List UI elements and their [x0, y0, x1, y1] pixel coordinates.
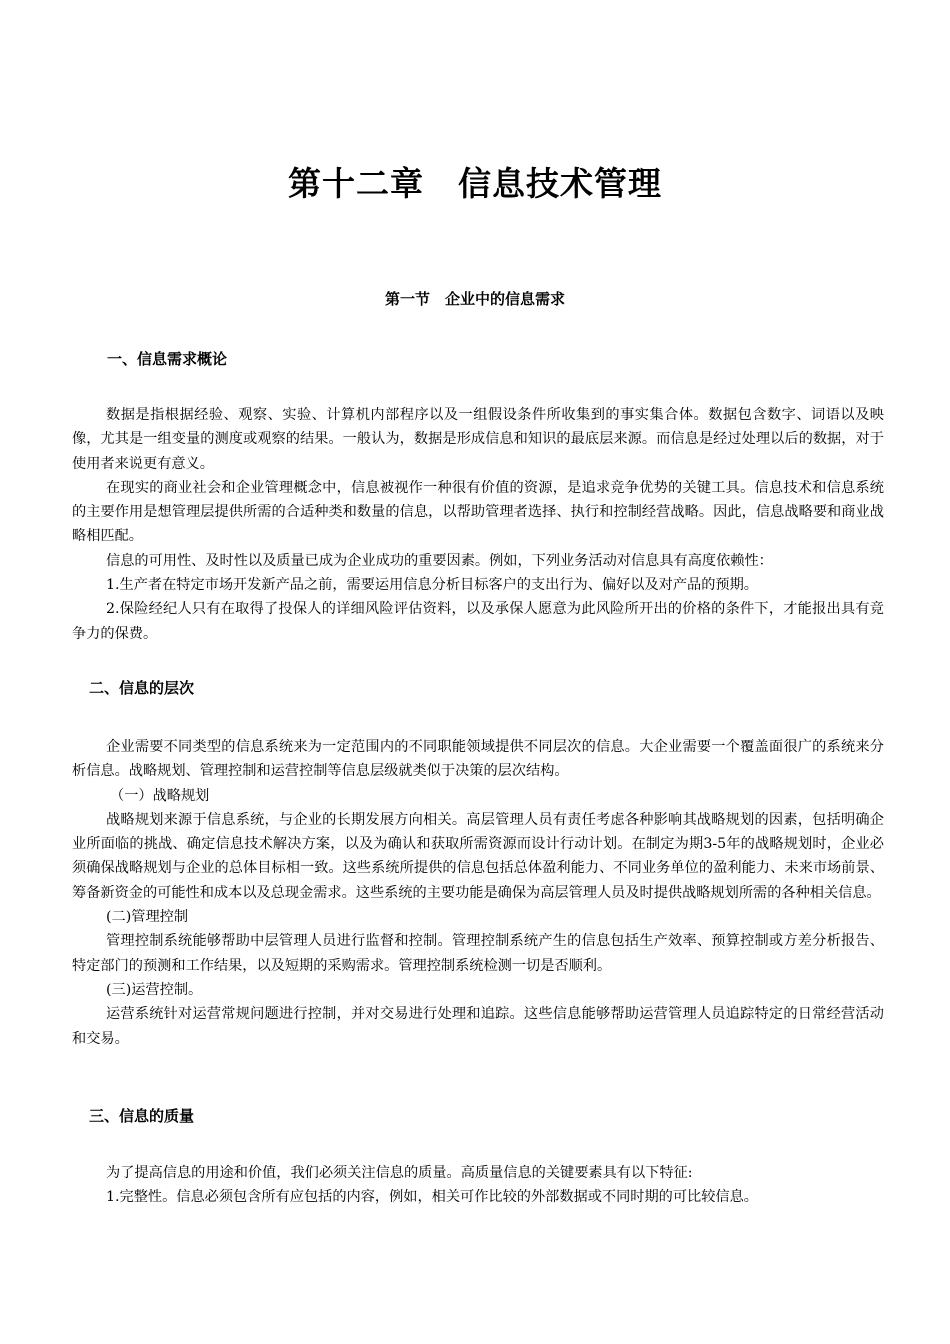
heading-information-levels: 二、信息的层次 [89, 679, 195, 697]
paragraph-data-definition: 数据是指根据经验、观察、实验、计算机内部程序以及一组假设条件所收集到的事实集合体。数据包含数字、词语以及映像，尤其是一组变量的测度或观察的结果。一般认为，数据是形成信息和知识的最底层来源。而信息是经过处理以后的数据，对于使用者来说更有意义。 [72, 407, 884, 472]
paragraph-information-dependency: 信息的可用性、及时性以及质量已成为企业成功的重要因素。例如，下列业务活动对信息具有高度依赖性： [106, 552, 773, 569]
paragraph-quality-intro: 为了提高信息的用途和价值，我们必须关注信息的质量。高质量信息的关键要素具有以下特征: [106, 1165, 693, 1181]
section-title: 第一节 企业中的信息需求 [384, 290, 565, 308]
subheading-management-control: (二)管理控制 [106, 909, 189, 926]
part2-body [72, 735, 884, 1051]
chapter-title: 第十二章 信息技术管理 [288, 164, 662, 203]
paragraph-management-control: 管理控制系统能够帮助中层管理人员进行监督和控制。管理控制系统产生的信息包括生产效率、预算控制或方差分析报告、特定部门的预测和工作结果，以及短期的采购需求。管理控制系统检测一切是否顺利。 [72, 933, 884, 974]
heading-information-quality: 三、信息的质量 [89, 1107, 195, 1125]
part3-body [72, 1161, 884, 1210]
paragraph-operational-control: 运营系统针对运营常规问题进行控制，并对交易进行处理和追踪。这些信息能够帮助运营管理人员追踪特定的日常经营活动和交易。 [72, 1006, 884, 1047]
subheading-strategic-planning: （一）战略规划 [110, 787, 210, 804]
list-item-completeness: 1.完整性。信息必须包含所有应包括的内容，例如，相关可作比较的外部数据或不同时期的可比较信息。 [106, 1189, 758, 1206]
paragraph-levels-intro: 企业需要不同类型的信息系统来为一定范围内的不同职能领域提供不同层次的信息。大企业需要一个覆盖面很广的系统来分析信息。战略规划、管理控制和运营控制等信息层级就类似于决策的层次结构。 [72, 739, 884, 780]
heading-information-needs-overview: 一、信息需求概论 [107, 350, 228, 368]
list-item-insurance-broker: 2.保险经纪人只有在取得了投保人的详细风险评估资料，以及承保人愿意为此风险所开出的价格的条件下，才能报出具有竞争力的保费。 [72, 601, 884, 642]
paragraph-information-value: 在现实的商业社会和企业管理概念中，信息被视作一种很有价值的资源，是追求竞争优势的关键工具。信息技术和信息系统的主要作用是想管理层提供所需的合适种类和数量的信息，以帮助管理者选择、执行和控制经营战略。因此，信息战略要和商业战略相匹配。 [72, 479, 884, 545]
paragraph-strategic-planning: 战略规划来源于信息系统，与企业的长期发展方向相关。高层管理人员有责任考虑各种影响其战略规划的因素，包括明确企业所面临的挑战、确定信息技术解决方案，以及为确认和获取所需资源而设计行动计划。在制定为期3-5年的战略规划时，企业必须确保战略规划与企业的总体目标相一致。这些系统所提供的信息包括总体盈利能力、不同业务单位的盈利能力、未来市场前景、筹备新资金的可能性和成本以及总现金需求。这些系统的主要功能是确保为高层管理人员及时提供战略规划所需的各种相关信息。 [72, 811, 884, 901]
subheading-operational-control: (三)运营控制。 [106, 981, 203, 998]
part1-body [72, 403, 884, 646]
list-item-producer: 1.生产者在特定市场开发新产品之前，需要运用信息分析目标客户的支出行为、偏好以及对产品的预期。 [106, 577, 758, 594]
